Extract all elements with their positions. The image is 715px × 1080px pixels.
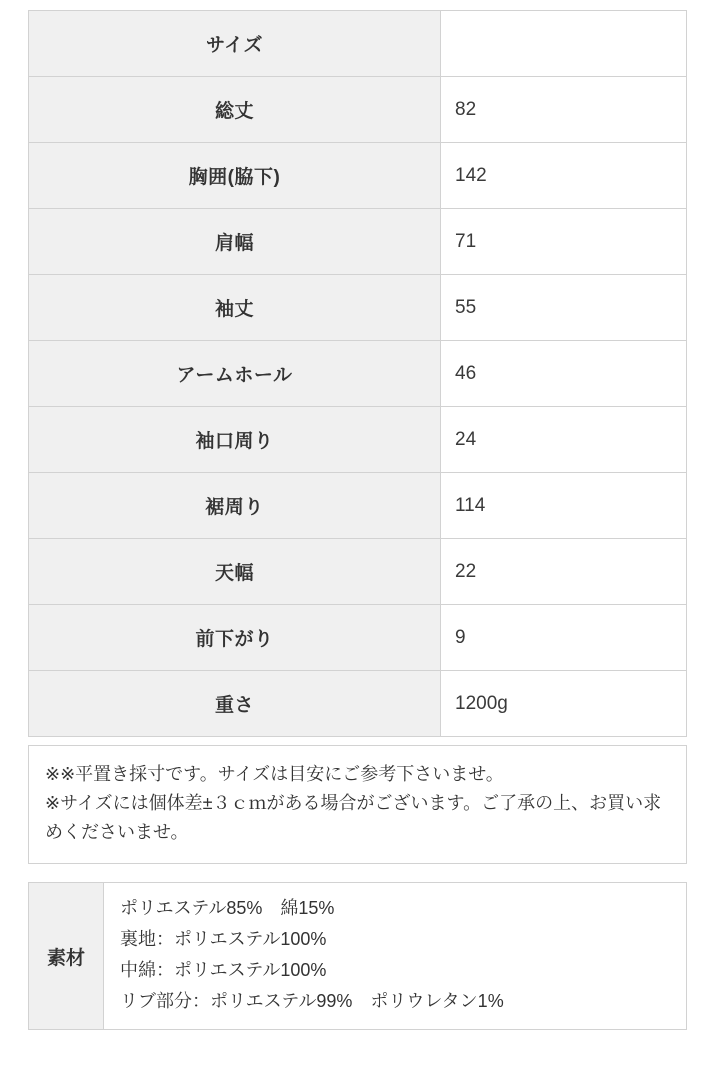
table-row bbox=[29, 77, 687, 143]
material-label: 素材 bbox=[29, 883, 104, 1029]
size-row-label: 袖丈 bbox=[29, 275, 441, 341]
size-table-body bbox=[29, 11, 687, 737]
note-line-1: ※※平置き採寸です。サイズは目安にご参考下さいませ。 bbox=[45, 764, 504, 784]
size-row-label: 総丈 bbox=[29, 77, 441, 143]
size-row-label: アームホール bbox=[29, 341, 441, 407]
material-line: 中綿：ポリエステル100% bbox=[120, 960, 327, 981]
material-line: リブ部分：ポリエステル99% ポリウレタン1% bbox=[120, 991, 504, 1012]
size-row-value: 24 bbox=[441, 407, 687, 473]
table-row bbox=[29, 605, 687, 671]
note-line-2: ※サイズには個体差±３ｃｍがある場合がございます。ご了承の上、お買い求めくださいませ。 bbox=[45, 793, 662, 843]
size-row-value: 46 bbox=[441, 341, 687, 407]
size-row-label: 袖口周り bbox=[29, 407, 441, 473]
table-row bbox=[29, 209, 687, 275]
size-row-value: 1200g bbox=[441, 671, 687, 737]
material-section bbox=[28, 882, 687, 1030]
size-row-value: 55 bbox=[441, 275, 687, 341]
size-row-value: 71 bbox=[441, 209, 687, 275]
table-row bbox=[29, 671, 687, 737]
size-row-label: 肩幅 bbox=[29, 209, 441, 275]
material-line: 裏地：ポリエステル100% bbox=[120, 929, 327, 950]
size-row-label: 胸囲(脇下) bbox=[29, 143, 441, 209]
table-row bbox=[29, 407, 687, 473]
size-row-value: 142 bbox=[441, 143, 687, 209]
table-row bbox=[29, 539, 687, 605]
size-row-label: 裾周り bbox=[29, 473, 441, 539]
table-row bbox=[29, 11, 687, 77]
size-row-value: 114 bbox=[441, 473, 687, 539]
size-row-value: 82 bbox=[441, 77, 687, 143]
measurement-notes bbox=[28, 745, 687, 864]
size-row-label: 前下がり bbox=[29, 605, 441, 671]
material-line: ポリエステル85% 綿15% bbox=[120, 898, 335, 919]
table-row bbox=[29, 341, 687, 407]
table-row bbox=[29, 275, 687, 341]
table-row bbox=[29, 143, 687, 209]
material-body bbox=[104, 883, 686, 1029]
size-row-label: 重さ bbox=[29, 671, 441, 737]
size-row-label: サイズ bbox=[29, 11, 441, 77]
size-row-label: 天幅 bbox=[29, 539, 441, 605]
size-table bbox=[28, 10, 687, 737]
size-row-value: 22 bbox=[441, 539, 687, 605]
table-row bbox=[29, 473, 687, 539]
size-row-value: 9 bbox=[441, 605, 687, 671]
size-row-value bbox=[441, 11, 687, 77]
